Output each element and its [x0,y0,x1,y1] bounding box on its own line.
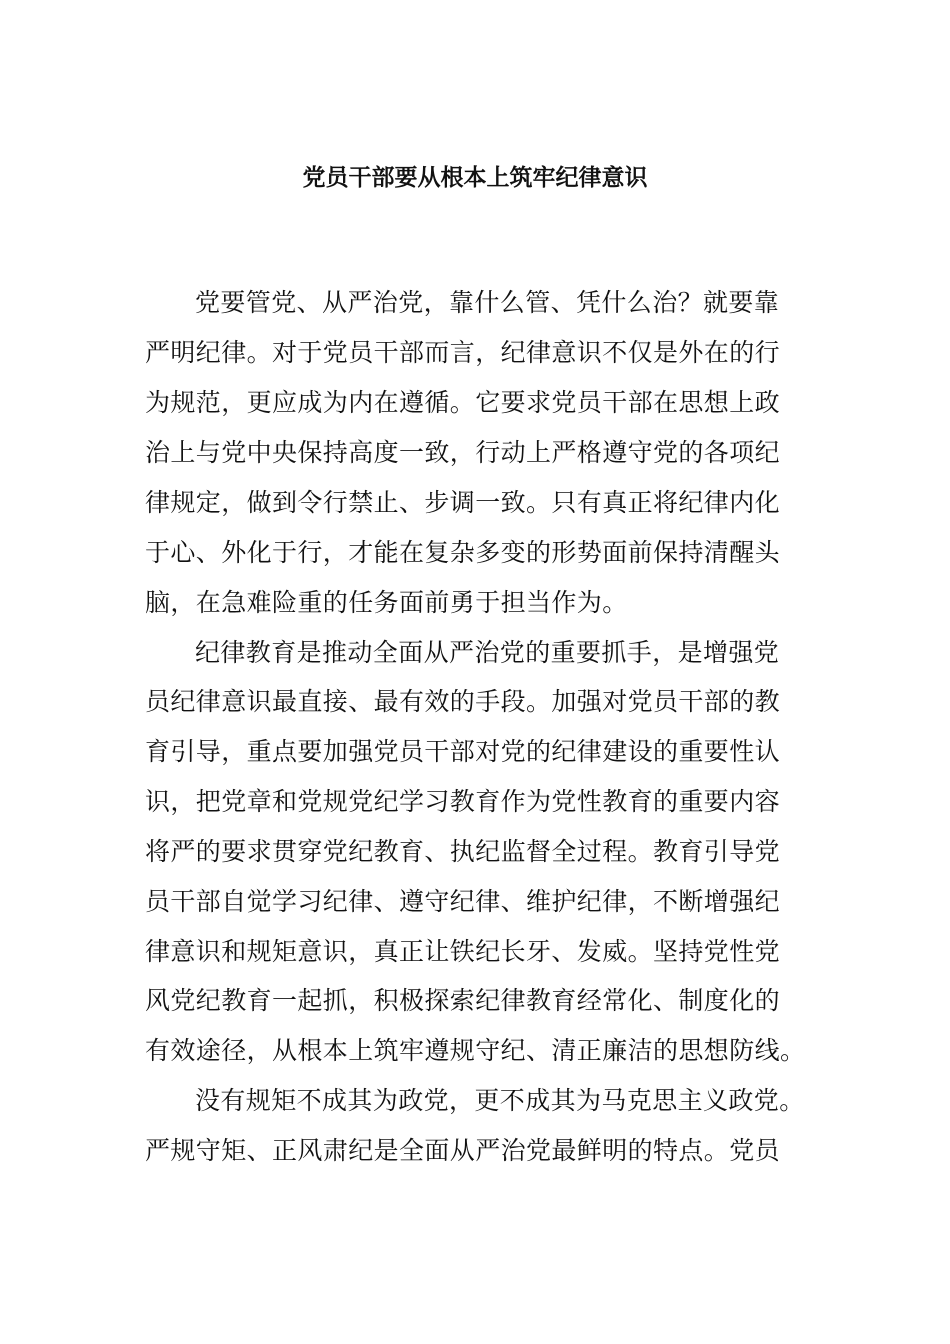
paragraph-1-line-1: 党要管党、从严治党，靠什么管、凭什么治？就要靠 [195,288,780,317]
paragraph-2-line-8: 风党纪教育一起抓，积极探索纪律教育经常化、制度化的 [145,986,781,1015]
paragraph-2-line-6: 员干部自觉学习纪律、遵守纪律、维护纪律，不断增强纪 [145,887,781,916]
paragraph-3-line-1: 没有规矩不成其为政党，更不成其为马克思主义政党。 [195,1086,805,1115]
paragraph-2-line-9: 有效途径，从根本上筑牢遵规守纪、清正廉洁的思想防线。 [145,1036,806,1065]
paragraph-1-line-4: 治上与党中央保持高度一致，行动上严格遵守党的各项纪 [145,438,781,467]
paragraph-1-line-7: 脑，在急难险重的任务面前勇于担当作为。 [145,588,628,617]
paragraph-1-line-5: 律规定，做到令行禁止、步调一致。只有真正将纪律内化 [145,488,781,517]
paragraph-2-line-1: 纪律教育是推动全面从严治党的重要抓手，是增强党 [195,638,780,667]
document-title: 党员干部要从根本上筑牢纪律意识 [302,165,648,191]
paragraph-2-line-3: 育引导，重点要加强党员干部对党的纪律建设的重要性认 [145,737,781,766]
paragraph-2-line-2: 员纪律意识最直接、最有效的手段。加强对党员干部的教 [145,687,781,716]
paragraph-1-line-6: 于心、外化于行，才能在复杂多变的形势面前保持清醒头 [145,538,781,567]
paragraph-1-line-3: 为规范，更应成为内在遵循。它要求党员干部在思想上政 [145,388,781,417]
paragraph-1-line-2: 严明纪律。对于党员干部而言，纪律意识不仅是外在的行 [145,338,781,367]
paragraph-2-line-7: 律意识和规矩意识，真正让铁纪长牙、发威。坚持党性党 [145,937,781,966]
paragraph-3-line-2: 严规守矩、正风肃纪是全面从严治党最鲜明的特点。党员 [145,1136,781,1165]
paragraph-2-line-5: 将严的要求贯穿党纪教育、执纪监督全过程。教育引导党 [145,837,781,866]
paragraph-2-line-4: 识，把党章和党规党纪学习教育作为党性教育的重要内容 [145,787,781,816]
